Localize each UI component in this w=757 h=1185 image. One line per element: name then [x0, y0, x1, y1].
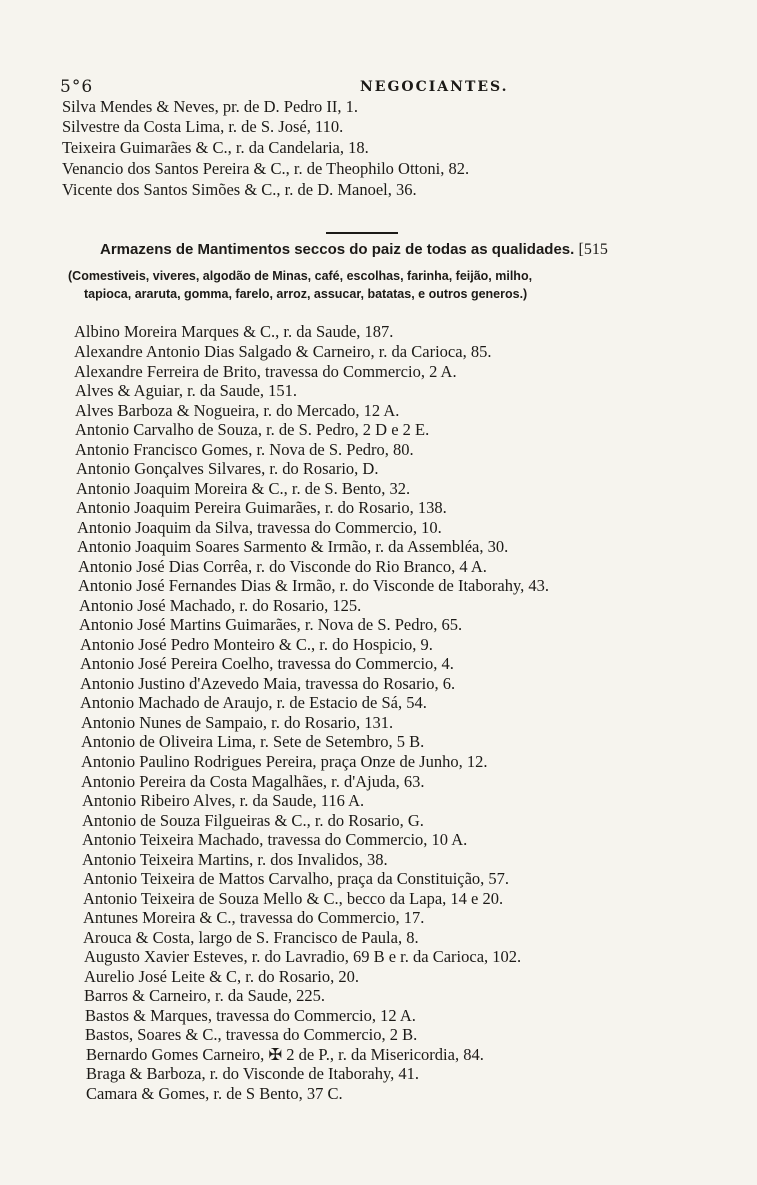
list-entry: Venancio dos Santos Pereira & C., r. de Theophilo Ottoni, 82. [62, 159, 470, 178]
list-entry: Silvestre da Costa Lima, r. de S. José, 110. [62, 117, 344, 136]
running-head: NEGOCIANTES. [360, 79, 509, 95]
list-entry: Antonio Gonçalves Silvares, r. do Rosario, D. [76, 459, 379, 478]
list-entry: Albino Moreira Marques & C., r. da Saude, 187. [74, 322, 394, 341]
list-entry: Bernardo Gomes Carneiro, ✠ 2 de P., r. da Misericordia, 84. [86, 1045, 484, 1064]
section-heading: Armazens de Mantimentos seccos do paiz de todas as qualidades. [100, 241, 575, 258]
list-entry: Antonio de Souza Filgueiras & C., r. do Rosario, G. [82, 811, 424, 830]
section-title [100, 240, 608, 260]
list-entry: Antonio Teixeira Martins, r. dos Invalidos, 38. [82, 850, 388, 869]
list-entry: Antonio Paulino Rodrigues Pereira, praça Onze de Junho, 12. [81, 752, 488, 771]
list-entry: Antonio Machado de Araujo, r. de Estacio de Sá, 54. [80, 693, 427, 712]
list-entry: Antonio Ribeiro Alves, r. da Saude, 116 A. [82, 791, 365, 810]
list-entry: Antunes Moreira & C., travessa do Commercio, 17. [83, 908, 425, 927]
section-note-line: tapioca, araruta, gomma, farelo, arroz, assucar, batatas, e outros generos.) [84, 287, 528, 301]
list-entry: Antonio José Dias Corrêa, r. do Visconde do Rio Branco, 4 A. [78, 557, 487, 576]
section-reference: [515 [578, 241, 608, 258]
list-entry: Alves Barboza & Nogueira, r. do Mercado, 12 A. [75, 401, 400, 420]
list-entry: Antonio José Machado, r. do Rosario, 125. [79, 596, 362, 615]
list-entry: Antonio de Oliveira Lima, r. Sete de Setembro, 5 B. [81, 732, 425, 751]
page-header [60, 77, 700, 97]
list-entry: Antonio Justino d'Azevedo Maia, travessa do Rosario, 6. [80, 674, 456, 693]
list-entry: Vicente dos Santos Simões & C., r. de D. Manoel, 36. [62, 180, 417, 199]
list-entry: Antonio Francisco Gomes, r. Nova de S. Pedro, 80. [75, 440, 414, 459]
list-entry: Antonio Nunes de Sampaio, r. do Rosario, 131. [81, 713, 394, 732]
list-entry: Teixeira Guimarães & C., r. da Candelaria, 18. [62, 138, 369, 157]
list-entry: Arouca & Costa, largo de S. Francisco de Paula, 8. [83, 928, 419, 947]
page-number: 5°6 [60, 77, 94, 97]
list-entry: Alves & Aguiar, r. da Saude, 151. [75, 381, 298, 400]
list-entry: Antonio Teixeira Machado, travessa do Commercio, 10 A. [82, 830, 468, 849]
list-entry: Antonio Teixeira de Souza Mello & C., becco da Lapa, 14 e 20. [83, 889, 504, 908]
list-entry: Antonio Joaquim Soares Sarmento & Irmão, r. da Assembléa, 30. [77, 537, 509, 556]
list-entry: Antonio Pereira da Costa Magalhães, r. d'Ajuda, 63. [81, 772, 425, 791]
list-entry: Antonio Joaquim da Silva, travessa do Commercio, 10. [77, 518, 442, 537]
list-entry: Braga & Barboza, r. do Visconde de Itaborahy, 41. [86, 1064, 420, 1083]
section-divider [326, 232, 398, 234]
list-entry: Antonio Carvalho de Souza, r. de S. Pedro, 2 D e 2 E. [75, 420, 430, 439]
list-entry: Camara & Gomes, r. de S Bento, 37 C. [86, 1084, 343, 1103]
list-entry: Antonio José Martins Guimarães, r. Nova de S. Pedro, 65. [79, 615, 463, 634]
list-entry: Bastos & Marques, travessa do Commercio, 12 A. [85, 1006, 416, 1025]
list-entry: Bastos, Soares & C., travessa do Commercio, 2 B. [85, 1025, 418, 1044]
list-entry: Alexandre Ferreira de Brito, travessa do Commercio, 2 A. [74, 362, 457, 381]
list-entry: Silva Mendes & Neves, pr. de D. Pedro II, 1. [62, 97, 359, 116]
list-entry: Antonio José Fernandes Dias & Irmão, r. do Visconde de Itaborahy, 43. [78, 576, 549, 595]
list-entry: Alexandre Antonio Dias Salgado & Carneiro, r. da Carioca, 85. [74, 342, 492, 361]
list-entry: Barros & Carneiro, r. da Saude, 225. [84, 986, 326, 1005]
list-entry: Antonio Joaquim Moreira & C., r. de S. Bento, 32. [76, 479, 411, 498]
list-entry: Antonio Teixeira de Mattos Carvalho, praça da Constituição, 57. [83, 869, 510, 888]
list-entry: Antonio Joaquim Pereira Guimarães, r. do Rosario, 138. [76, 498, 447, 517]
section-note-line: (Comestiveis, viveres, algodão de Minas, café, escolhas, farinha, feijão, milho, [68, 269, 533, 283]
list-entry: Antonio José Pereira Coelho, travessa do Commercio, 4. [80, 654, 454, 673]
list-entry: Augusto Xavier Esteves, r. do Lavradio, 69 B e r. da Carioca, 102. [84, 947, 522, 966]
list-entry: Antonio José Pedro Monteiro & C., r. do Hospicio, 9. [80, 635, 433, 654]
list-entry: Aurelio José Leite & C, r. do Rosario, 20. [84, 967, 359, 986]
